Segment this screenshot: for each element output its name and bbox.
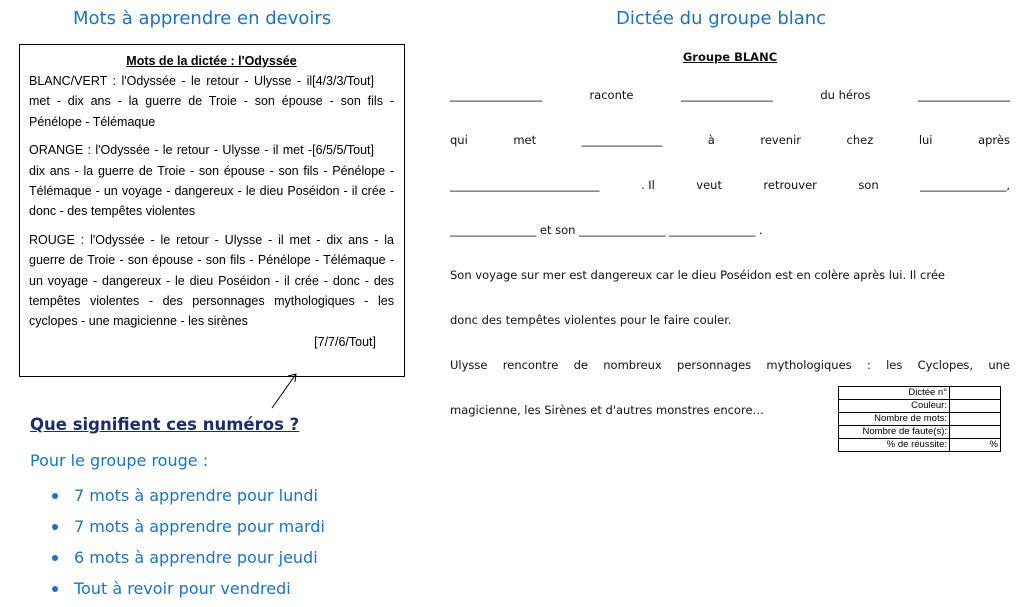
bullet-icon: [52, 586, 58, 592]
list-text: ROUGE : l'Odyssée - le retour - Ulysse - il met - dix ans - la guerre de Troie - son épouse - son fils - Pénélope - Télémaque - un voyage - dangereux - le dieu Poséidon - il crée - donc - des tempêtes violentes - des personnages mythologiques - les cyclopes - une magicienne - les sirènes: [29, 232, 394, 329]
words-box-title: Mots de la dictée : l'Odyssée: [126, 54, 297, 68]
words-box: [19, 44, 405, 377]
list-blanc-vert: [29, 71, 394, 132]
dictation-line: ________________ raconte ________________ du héros ________________: [450, 88, 1010, 102]
bullet-icon: [52, 555, 58, 561]
dictation-line: qui met ______________ à revenir chez lui après: [450, 133, 1010, 147]
score-table: [838, 386, 1001, 452]
question-heading: Que signifient ces numéros ?: [30, 415, 300, 434]
dictation-line: magicienne, les Sirènes et d'autres monstres encore…: [450, 403, 765, 417]
dictation-line: Son voyage sur mer est dangereux car le dieu Poséidon est en colère après lui. Il crée: [450, 268, 945, 282]
list-orange: [29, 140, 394, 222]
dictation-line: Ulysse rencontre de nombreux personnages mythologiques : les Cyclopes, une: [450, 358, 1010, 372]
arrow-icon: [270, 370, 300, 410]
dictation-line: __________________________ . Il veut retrouver son _______________,: [450, 178, 1010, 192]
table-row: Couleur:: [839, 400, 1001, 413]
group-name: Groupe BLANC: [682, 50, 778, 64]
list-text: BLANC/VERT : l'Odyssée - le retour - Ulysse - il met - dix ans - la guerre de Troie - son épouse - son fils - Pénélope - Télémaque: [29, 74, 394, 129]
table-row: % de réussite: %: [839, 439, 1001, 452]
list-text: ORANGE : l'Odyssée - le retour - Ulysse - il met - dix ans - la guerre de Troie - son épouse - son fils - Pénélope - Télémaque - un voyage - dangereux - le dieu Poséidon - il crée - donc - des tempêtes violentes: [29, 143, 394, 219]
bullet-icon: [52, 493, 58, 499]
dictation-line: donc des tempêtes violentes pour le faire couler.: [450, 313, 732, 327]
dictation-line: _______________ et son _______________ _______________ .: [450, 223, 763, 237]
dictation-title: Dictée du groupe blanc: [616, 8, 827, 29]
list-item: Tout à revoir pour vendredi: [52, 573, 325, 604]
group-label: Pour le groupe rouge :: [30, 451, 209, 470]
list-item: 7 mots à apprendre pour lundi: [52, 480, 325, 511]
list-code: [6/5/5/Tout]: [312, 143, 374, 158]
list-item: 6 mots à apprendre pour jeudi: [52, 542, 325, 573]
explanation-list: [52, 480, 325, 604]
homework-words-title: Mots à apprendre en devoirs: [73, 8, 332, 29]
table-row: Dictée n°: [839, 387, 1001, 400]
list-code: [7/7/6/Tout]: [314, 334, 376, 349]
list-code: [4/3/3/Tout]: [312, 74, 374, 88]
list-rouge: [29, 230, 394, 352]
list-item: 7 mots à apprendre pour mardi: [52, 511, 325, 542]
bullet-icon: [52, 524, 58, 530]
table-row: Nombre de mots:: [839, 413, 1001, 426]
table-row: Nombre de faute(s):: [839, 426, 1001, 439]
